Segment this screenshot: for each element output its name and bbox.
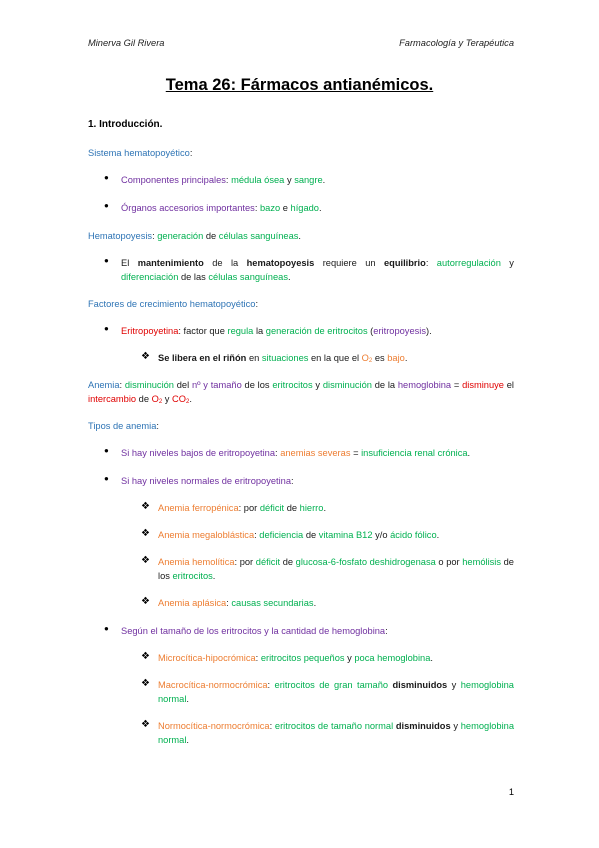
diamond-bullet-icon: ❖ xyxy=(141,501,150,512)
bullet-icon: ● xyxy=(104,474,109,483)
hematopoyesis-item: El mantenimiento de la hematopoyesis requiere un equilibrio: autorregulación y diferenciación de las células sanguíneas. xyxy=(121,258,514,282)
types-by-size: Según el tamaño de los eritrocitos y la cantidad de hemoglobina: xyxy=(121,626,388,636)
hemato-system-label: Sistema hematopoyético: xyxy=(88,148,193,158)
bullet-icon: ● xyxy=(104,201,109,210)
anemia-megaloblastica: Anemia megaloblástica: deficiencia de vitamina B12 y/o ácido fólico. xyxy=(158,530,440,540)
anemia-aplasica: Anemia aplásica: causas secundarias. xyxy=(158,598,317,608)
anemia-ferropenica: Anemia ferropénica: por déficit de hierro. xyxy=(158,503,327,513)
diamond-bullet-icon: ❖ xyxy=(141,596,150,607)
anemia-definition: Anemia: disminución del nº y tamaño de los eritrocitos y disminución de la hemoglobina = disminuye el intercambio de $O_2$ y $CO_2$. xyxy=(88,380,514,405)
diamond-bullet-icon: ❖ xyxy=(141,555,150,566)
diamond-bullet-icon: ❖ xyxy=(141,528,150,539)
bullet-icon: ● xyxy=(104,324,109,333)
types-normal-epo: Si hay niveles normales de eritropoyetina: xyxy=(121,476,294,486)
diamond-bullet-icon: ❖ xyxy=(141,719,150,730)
page-number: 1 xyxy=(508,787,514,797)
bullet-icon: ● xyxy=(104,256,109,265)
header-author: Minerva Gil Rivera xyxy=(88,38,165,48)
macrocitica: Macrocítica-normocrómica: eritrocitos de gran tamaño disminuidos y hemoglobina normal. xyxy=(158,680,514,704)
section-heading: 1. Introducción. xyxy=(88,119,163,130)
bullet-icon: ● xyxy=(104,624,109,633)
anemia-hemolitica: Anemia hemolítica: por déficit de glucosa-6-fosfato deshidrogenasa o por hemólisis de los eritrocitos. xyxy=(158,557,514,581)
types-label: Tipos de anemia: xyxy=(88,421,159,431)
types-low-epo: Si hay niveles bajos de eritropoyetina: anemias severas = insuficiencia renal crónica. xyxy=(121,448,471,458)
diamond-bullet-icon: ❖ xyxy=(141,651,150,662)
diamond-bullet-icon: ❖ xyxy=(141,351,150,362)
microcitica: Microcítica-hipocrómica: eritrocitos pequeños y poca hemoglobina. xyxy=(158,653,433,663)
hemato-item-2: Órganos accesorios importantes: bazo e hígado. xyxy=(121,203,322,213)
diamond-bullet-icon: ❖ xyxy=(141,678,150,689)
bullet-icon: ● xyxy=(104,446,109,455)
hematopoyesis-def: Hematopoyesis: generación de células sanguíneas. xyxy=(88,231,301,241)
factors-label: Factores de crecimiento hematopoyético: xyxy=(88,299,259,309)
normocitica: Normocítica-normocrómica: eritrocitos de tamaño normal disminuidos y hemoglobina normal. xyxy=(158,721,515,745)
factors-item: Eritropoyetina: factor que regula la generación de eritrocitos (eritropoyesis). xyxy=(121,326,432,336)
bullet-icon: ● xyxy=(104,173,109,182)
header-subject: Farmacología y Terapéutica xyxy=(399,38,514,48)
page-title: Tema 26: Fármacos antianémicos. xyxy=(165,76,434,94)
hemato-item-1: Componentes principales: médula ósea y sangre. xyxy=(121,175,326,185)
factors-sub-item: Se libera en el riñón en situaciones en la que el $O_2$ es bajo. xyxy=(158,353,408,364)
